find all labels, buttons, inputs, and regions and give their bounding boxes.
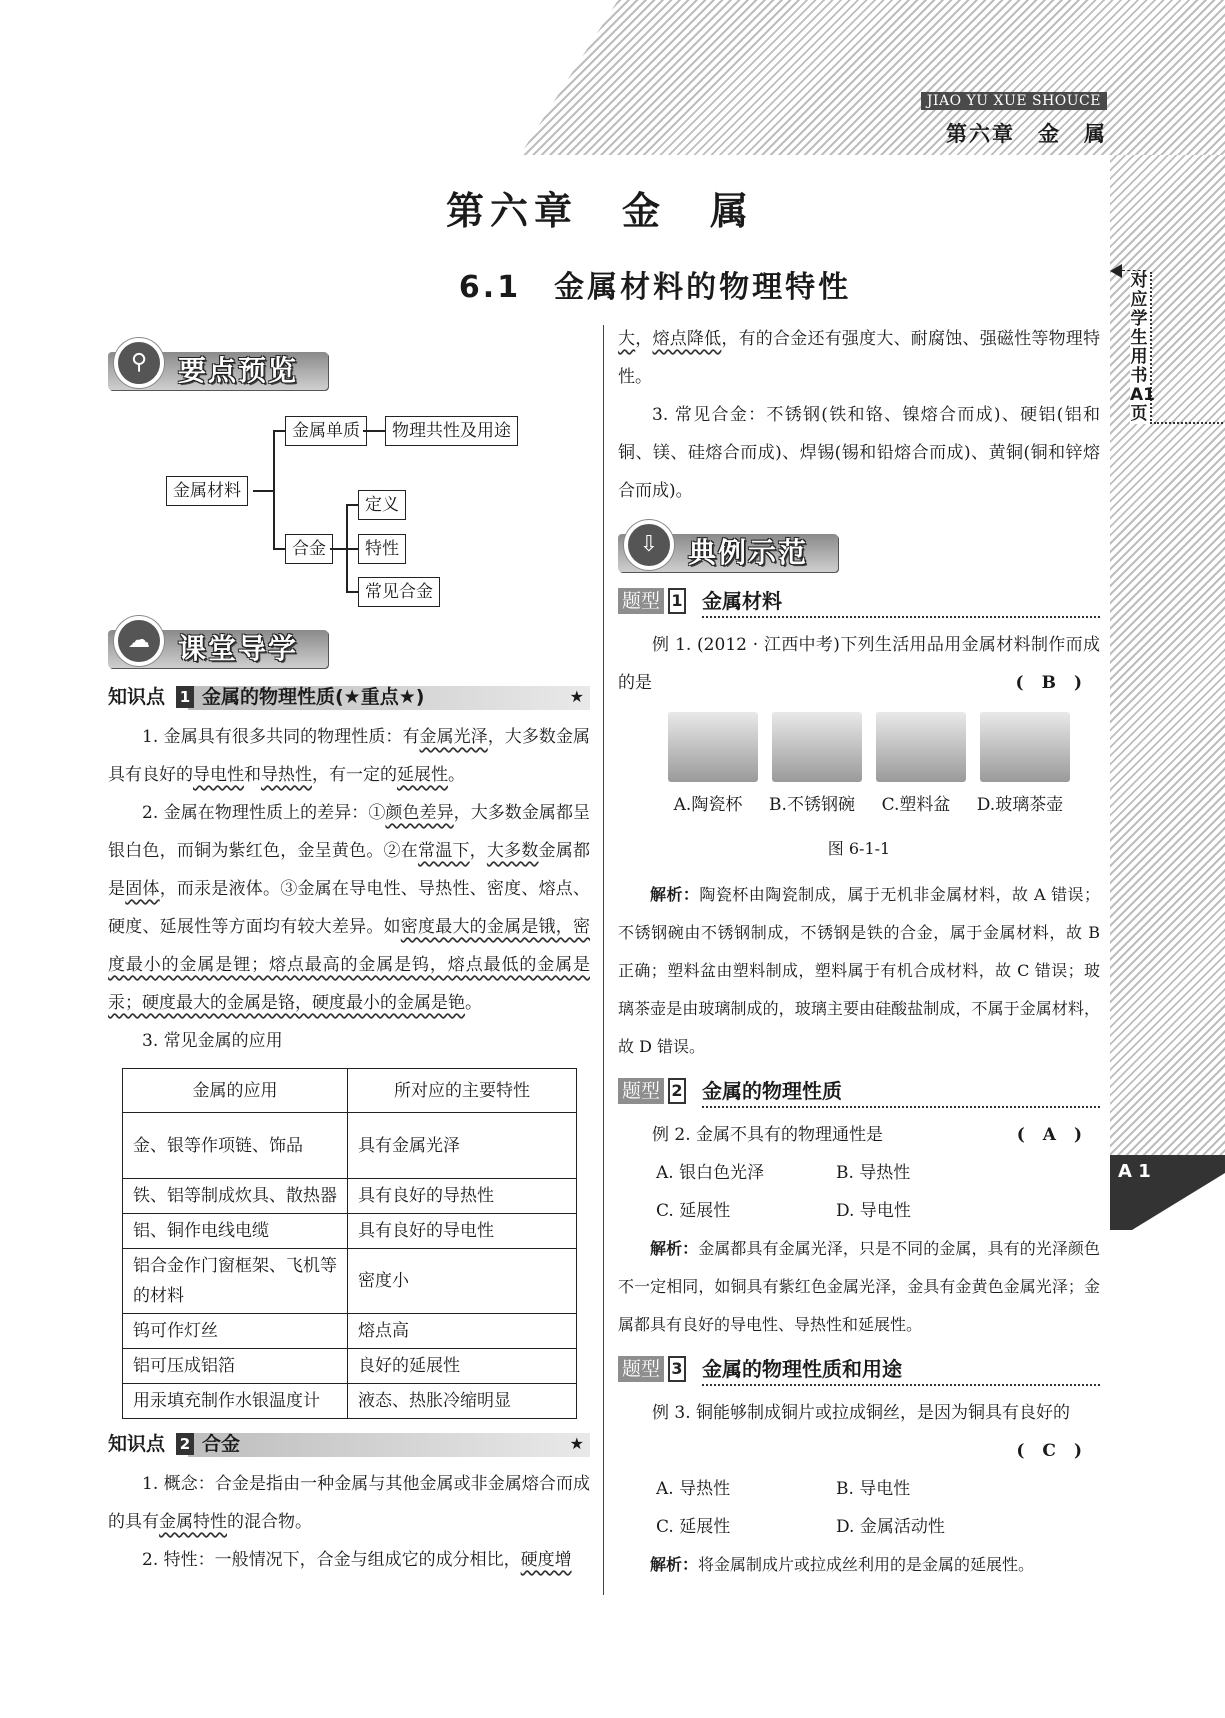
- mindmap-b1: 金属单质: [285, 416, 367, 446]
- star-icon: ★: [569, 1434, 584, 1453]
- download-icon: ⇩: [624, 520, 674, 570]
- text: ，大多数金属具有良好的: [108, 727, 591, 785]
- analysis-3: [618, 1546, 1100, 1584]
- emphasis: 熔点降低: [652, 329, 722, 349]
- table-cell: 金、银等作项链、饰品: [123, 1113, 348, 1179]
- text: ，有的合金还有强度大、耐腐蚀、强磁性等物理特性。: [618, 329, 1101, 387]
- header-english: JIAO YU XUE SHOUCE: [921, 92, 1107, 110]
- analysis-1: [618, 876, 1100, 1066]
- arrow-left-icon: [1110, 264, 1122, 278]
- type-number: 3: [668, 1356, 686, 1382]
- mindmap-line: [330, 548, 346, 550]
- dotted-line: [1154, 422, 1225, 424]
- emphasis: 常温下: [418, 841, 470, 861]
- option: B. 导热性: [836, 1163, 911, 1183]
- kp-number: 2: [176, 1433, 194, 1455]
- mindmap-line: [346, 548, 358, 550]
- emphasis: 大多数: [486, 841, 539, 861]
- figure-basin: [876, 712, 966, 824]
- kp-number: 1: [176, 686, 194, 708]
- magnifier-icon: ⚲: [114, 338, 164, 388]
- figure-caption: C.塑料盆: [881, 795, 951, 815]
- mindmap: [108, 402, 590, 602]
- emphasis: 硬度增: [520, 1550, 572, 1570]
- options-3: [618, 1470, 1100, 1546]
- emphasis: 密度最大的金属是锇，密度最小的金属是锂；熔点最高的金属是钨，熔点最低的金属是汞；硬度最大的金属是铬，硬度最小的金属是铯: [108, 917, 591, 1013]
- question-text: 例 1. (2012 · 江西中考)下列生活用品用金属材料制作而成的是: [618, 635, 1100, 693]
- text: 2. 金属在物理性质上的差异：①: [142, 803, 386, 823]
- analysis-2: [618, 1230, 1100, 1344]
- table-row: [123, 1314, 577, 1349]
- question-type-2: [618, 1076, 1100, 1108]
- table-row: [123, 1249, 577, 1314]
- plastic-basin-image: [876, 712, 966, 782]
- knowledge-point-2: [108, 1429, 590, 1459]
- kp-background: [188, 1433, 590, 1457]
- text: ，而汞是液体。③金属在导电性、导热性、密度、熔点、硬度、延展性等方面均有较大差异。如: [108, 879, 591, 937]
- emphasis: 大: [618, 329, 636, 349]
- analysis-text: 陶瓷杯由陶瓷制成，属于无机非金属材料，故 A 错误；不锈钢碗由不锈钢制成，不锈钢是铁的合金，属于金属材料，故 B 正确；塑料盆由塑料制成，塑料属于有机合成材料，故 C 错误；玻璃茶壶是由玻璃制成的，玻璃主要由硅酸盐制成，不属于金属材料，故 D 错误。: [618, 885, 1100, 1056]
- mindmap-line: [273, 548, 285, 550]
- option: A. 导热性: [656, 1479, 731, 1499]
- answer: (C): [1016, 1441, 1100, 1461]
- mindmap-line: [346, 591, 358, 593]
- answer: (A): [1016, 1125, 1100, 1145]
- mindmap-b1-child: 物理共性及用途: [385, 416, 518, 446]
- figure-cup: [668, 712, 758, 824]
- table-cell: 密度小: [348, 1249, 577, 1314]
- steel-bowl-image: [772, 712, 862, 782]
- figure-caption: B.不锈钢碗: [769, 795, 855, 815]
- table-cell: 铁、铝等制成炊具、散热器: [123, 1179, 348, 1214]
- mindmap-line: [273, 430, 275, 548]
- table-row: [123, 1113, 577, 1179]
- mindmap-b2: 合金: [285, 534, 333, 564]
- answer: (B): [1015, 673, 1100, 693]
- page-label: A 1: [1118, 1161, 1151, 1182]
- table-header-row: [123, 1069, 577, 1113]
- analysis-label: 解析：: [650, 1239, 699, 1258]
- question-type-1: [618, 586, 1100, 618]
- emphasis: 导电性: [193, 765, 244, 785]
- type-tag: 题型: [618, 588, 664, 614]
- dotted-line: [702, 616, 1100, 618]
- table-cell: 铝、铜作电线电缆: [123, 1214, 348, 1249]
- kp-title: 合金: [202, 1433, 241, 1455]
- question-type-3: [618, 1354, 1100, 1386]
- table-cell: 液态、热胀冷缩明显: [348, 1384, 577, 1419]
- table-cell: 具有良好的导电性: [348, 1214, 577, 1249]
- figure-caption: D.玻璃茶壶: [976, 795, 1064, 815]
- analysis-text: 将金属制成片或拉成丝利用的是金属的延展性。: [698, 1555, 1035, 1574]
- answer-line: [618, 1432, 1100, 1470]
- text: ，: [469, 841, 487, 861]
- mindmap-root: 金属材料: [166, 476, 248, 506]
- figure-number: 图 6-1-1: [827, 839, 891, 858]
- text: 1. 金属具有很多共同的物理性质：有: [142, 727, 420, 747]
- dotted-line: [702, 1384, 1100, 1386]
- text: 。: [465, 993, 482, 1013]
- table-cell: 铝合金作门窗框架、飞机等的材料: [123, 1249, 348, 1314]
- table-row: [123, 1214, 577, 1249]
- figure-teapot: [976, 712, 1070, 824]
- type-number: 2: [668, 1078, 686, 1104]
- banner-text: 要点预览: [178, 354, 299, 387]
- option: B. 导电性: [836, 1479, 911, 1499]
- applications-table: [122, 1068, 577, 1419]
- emphasis: 金属光泽: [419, 727, 488, 747]
- preview-banner: [108, 338, 590, 394]
- question-text: 例 3. 铜能够制成铜片或拉成铜丝，是因为铜具有良好的: [652, 1403, 1071, 1423]
- text: 2. 特性：一般情况下，合金与组成它的成分相比，: [142, 1550, 521, 1570]
- type-number: 1: [668, 588, 686, 614]
- example-2: [618, 1116, 1100, 1154]
- table-header: 金属的应用: [123, 1069, 348, 1113]
- kp-label: 知识点: [108, 1433, 166, 1455]
- type-tag: 题型: [618, 1078, 664, 1104]
- example-3: [618, 1394, 1100, 1432]
- type-title: 金属的物理性质: [702, 1079, 842, 1103]
- table-row: [123, 1349, 577, 1384]
- table-cell: 用汞填充制作水银温度计: [123, 1384, 348, 1419]
- chapter-title: 第六章 金 属: [445, 188, 754, 233]
- mindmap-child-3: 常见合金: [358, 577, 440, 607]
- figure-caption: A.陶瓷杯: [673, 795, 743, 815]
- paragraph-1: [108, 718, 590, 794]
- mindmap-child-2: 特性: [358, 534, 406, 564]
- emphasis: 固体: [125, 879, 160, 899]
- ceramic-cup-image: [668, 712, 758, 782]
- text: 。: [448, 765, 465, 785]
- table-header: 所对应的主要特性: [348, 1069, 577, 1113]
- option: C. 延展性: [656, 1517, 731, 1537]
- paragraph-4: [108, 1465, 590, 1541]
- banner-text: 课堂导学: [178, 632, 299, 665]
- paragraph-3: 3. 常见金属的应用: [142, 1031, 283, 1051]
- cloud-icon: ☁: [114, 616, 164, 666]
- knowledge-point-1: [108, 682, 590, 712]
- option: D. 金属活动性: [836, 1517, 945, 1537]
- right-column: [618, 320, 1100, 1584]
- left-column: [108, 330, 590, 1579]
- type-title: 金属的物理性质和用途: [702, 1357, 902, 1381]
- header-chapter: 第六章 金 属: [946, 122, 1107, 146]
- table-cell: 具有良好的导热性: [348, 1179, 577, 1214]
- figure-row: [618, 702, 1100, 824]
- options-2: [618, 1154, 1100, 1230]
- paragraph-2: [108, 794, 590, 1022]
- text: 的混合物。: [227, 1512, 312, 1532]
- table-row: [123, 1384, 577, 1419]
- mindmap-line: [346, 504, 358, 506]
- option: C. 延展性: [656, 1201, 731, 1221]
- table-cell: 熔点高: [348, 1314, 577, 1349]
- mindmap-line: [363, 430, 385, 432]
- column-divider: [603, 325, 604, 1595]
- table-cell: 具有金属光泽: [348, 1113, 577, 1179]
- question-text: 例 2. 金属不具有的物理通性是: [652, 1125, 884, 1145]
- mindmap-child-1: 定义: [358, 490, 406, 520]
- mindmap-line: [273, 430, 285, 432]
- option: A. 银白色光泽: [656, 1163, 765, 1183]
- dotted-line: [702, 1106, 1100, 1108]
- side-tab-text: 对应学生用书A1页: [1130, 271, 1155, 424]
- analysis-label: 解析：: [650, 1555, 699, 1574]
- text: 1. 概念：合金是指由一种金属与其他金属或非金属熔合而成的具有: [108, 1474, 590, 1532]
- analysis-label: 解析：: [650, 885, 700, 904]
- figure-bowl: [769, 712, 862, 824]
- table-cell: 铝可压成铝箔: [123, 1349, 348, 1384]
- section-title: 6.1 金属材料的物理特性: [458, 270, 852, 305]
- text: ，有一定的: [312, 765, 397, 785]
- page-tab: [1110, 1155, 1225, 1230]
- type-title: 金属材料: [702, 589, 782, 613]
- mindmap-line: [253, 490, 273, 492]
- table-row: [123, 1179, 577, 1214]
- analysis-text: 金属都具有金属光泽，只是不同的金属，具有的光泽颜色不一定相同，如铜具有紫红色金属光泽，金具有金黄色金属光泽；金属都具有良好的导电性、导热性和延展性。: [618, 1239, 1100, 1334]
- glass-teapot-image: [980, 712, 1070, 782]
- table-cell: 良好的延展性: [348, 1349, 577, 1384]
- paragraph-6: 3. 常见合金：不锈钢(铁和铬、镍熔合而成)、硬铝(铝和铜、镁、硅熔合而成)、焊锡(锡和铅熔合而成)、黄铜(铜和锌熔合而成)。: [618, 405, 1100, 501]
- guide-banner: [108, 616, 590, 672]
- star-icon: ★: [569, 687, 584, 706]
- text: ，: [635, 329, 653, 349]
- text: 金属都是: [108, 841, 591, 899]
- emphasis: 导热性: [261, 765, 312, 785]
- example-1: [618, 626, 1100, 702]
- banner-text: 典例示范: [688, 536, 809, 569]
- paragraph-continued: [618, 320, 1100, 396]
- paragraph-5: [108, 1541, 590, 1579]
- kp-label: 知识点: [108, 686, 166, 708]
- text: 和: [244, 765, 261, 785]
- table-cell: 钨可作灯丝: [123, 1314, 348, 1349]
- example-banner: [618, 520, 1100, 576]
- option: D. 导电性: [836, 1201, 911, 1221]
- type-tag: 题型: [618, 1356, 664, 1382]
- emphasis: 金属特性: [159, 1512, 227, 1532]
- emphasis: 延展性: [397, 765, 448, 785]
- kp-title: 金属的物理性质(★重点★): [202, 686, 425, 708]
- text: ，大多数金属都呈银白色，而铜为紫红色，金呈黄色。②在: [108, 803, 591, 861]
- stripe-decoration-top: [520, 0, 1225, 155]
- emphasis: 颜色差异: [385, 803, 454, 823]
